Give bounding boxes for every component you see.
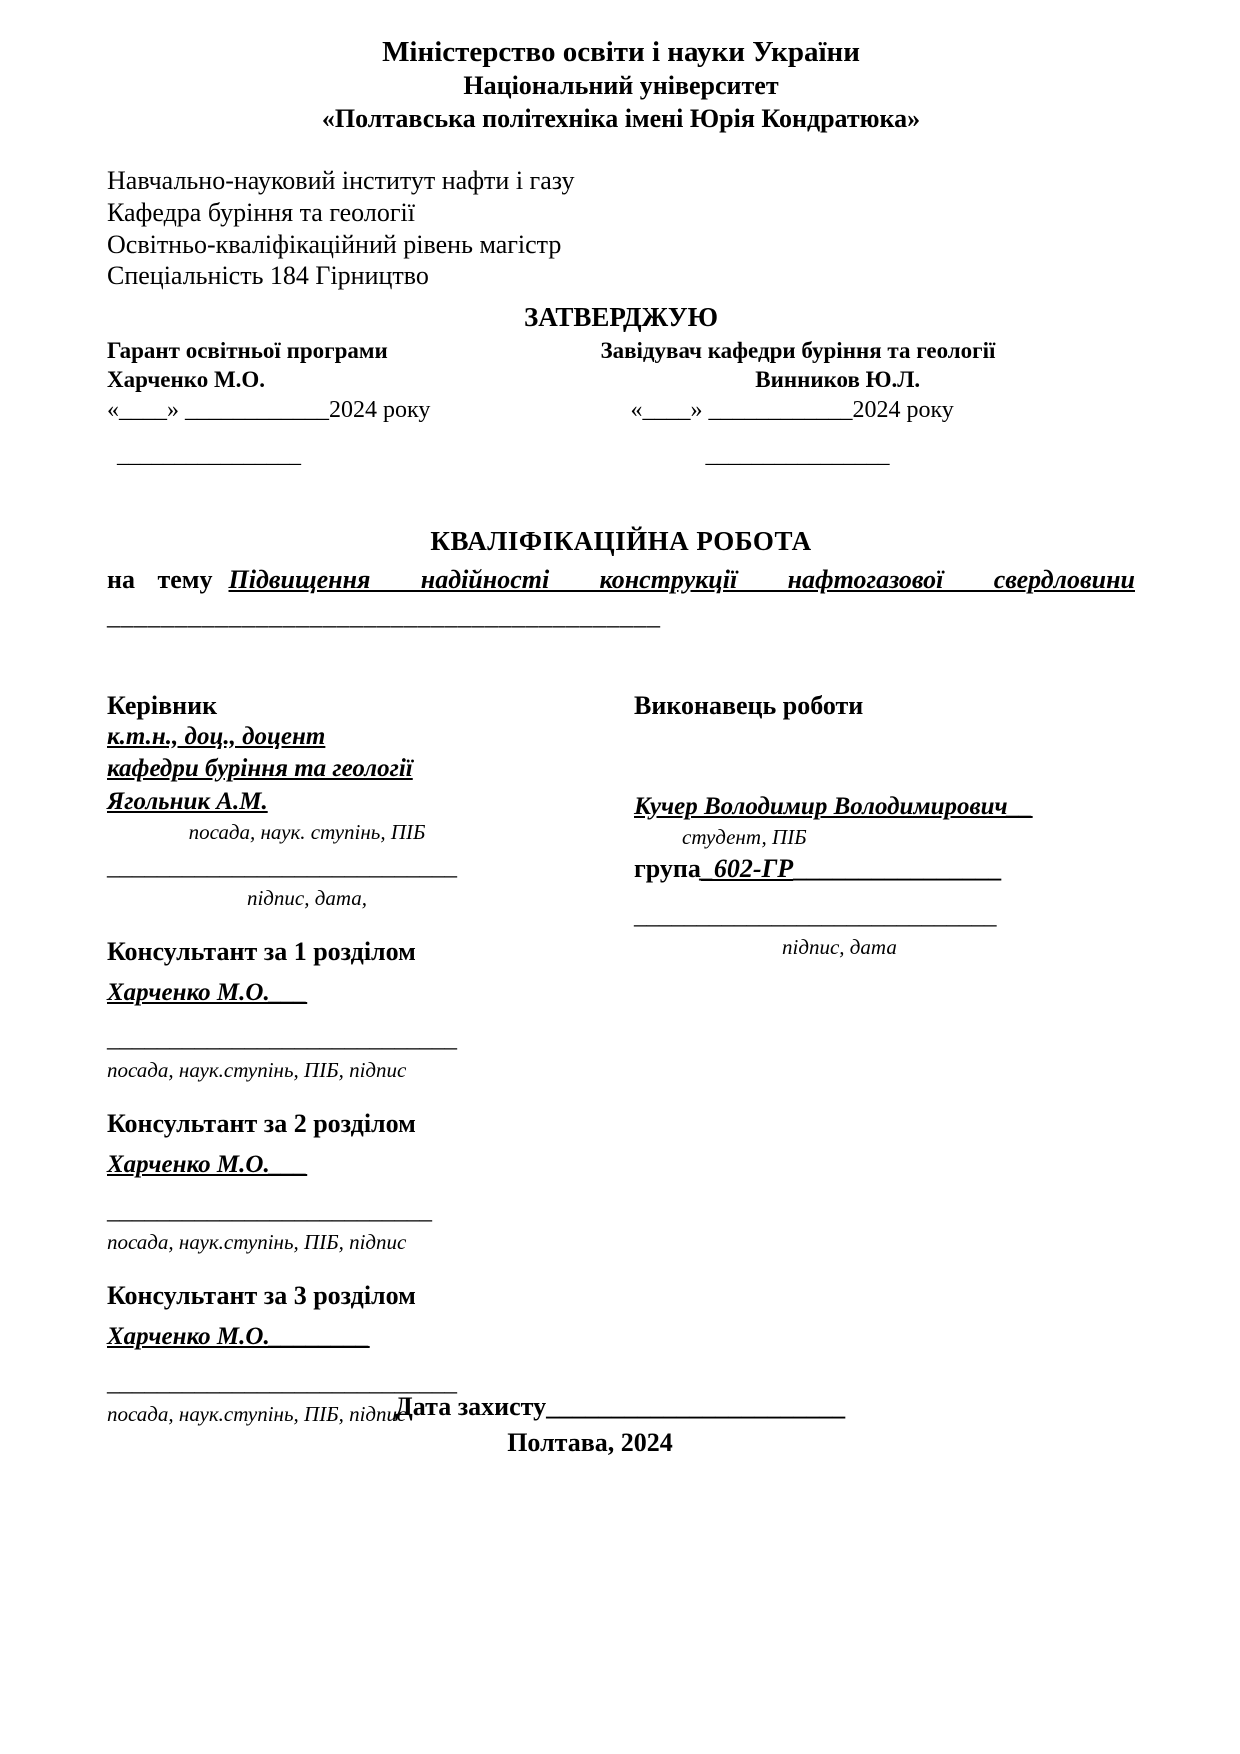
consultant-2-signature-line: __________________________ xyxy=(107,1197,432,1225)
defense-date-label: Дата захисту xyxy=(394,1392,547,1421)
right-column xyxy=(612,691,1135,1427)
approval-right-date-line: «____» ____________2024 року xyxy=(630,396,954,423)
supervisor-position-2: кафедри буріння та геології xyxy=(107,755,413,783)
consultant-1-signature-line: ____________________________ xyxy=(107,1025,457,1053)
approval-left-date-line: «____» ____________2024 року xyxy=(107,396,431,423)
work-heading: КВАЛІФІКАЦІЙНА РОБОТА xyxy=(430,525,812,556)
ministry-title: Міністерство освіти і науки України xyxy=(382,36,860,68)
topic-label: на тему xyxy=(107,564,213,594)
supervisor-position-1: к.т.н., доц., доцент xyxy=(107,722,326,750)
supervisor-name: Ягольник А.М. xyxy=(107,787,268,815)
consultant-3-caption: посада, наук.ступінь, ПІБ, підпис xyxy=(107,1401,407,1426)
info-block xyxy=(107,165,1135,292)
consultant-2-caption: посада, наук.ступінь, ПІБ, підпис xyxy=(107,1229,407,1254)
signatures-columns xyxy=(107,691,1135,1427)
institute-line: Навчально-науковий інститут нафти і газу xyxy=(107,166,575,196)
consultant-block-2 xyxy=(107,1109,612,1255)
consultant-3-heading: Консультант за 3 розділом xyxy=(107,1280,416,1310)
executor-heading: Виконавець роботи xyxy=(634,690,864,720)
executor-signature-line: _____________________________ xyxy=(634,902,997,930)
supervisor-signature-caption: підпис, дата, xyxy=(246,885,368,910)
topic-text: Підвищення надійності конструкції нафтогазової свердловини xyxy=(228,564,1135,594)
consultant-1-heading: Консультант за 1 розділом xyxy=(107,936,416,966)
group-blank-line: ________________ xyxy=(793,854,1002,884)
approval-right-name: Винников Ю.Л. xyxy=(755,366,921,392)
university-name: «Полтавська політехніка імені Юрія Кондратюка» xyxy=(321,103,921,133)
consultant-2-name: Харченко М.О.___ xyxy=(107,1150,308,1178)
approval-right xyxy=(600,337,1135,468)
group-value: _602-ГР xyxy=(700,854,794,884)
left-column xyxy=(107,691,612,1427)
consultant-block-1 xyxy=(107,937,612,1083)
approval-left-role: Гарант освітньої програми xyxy=(107,338,388,364)
supervisor-signature-line: ____________________________ xyxy=(107,853,457,881)
approval-right-role: Завідувач кафедри буріння та геології xyxy=(600,338,996,364)
executor-name-caption: студент, ПІБ xyxy=(682,825,807,850)
supervisor-position-caption: посада, наук. ступінь, ПІБ xyxy=(188,820,426,845)
approval-left-name: Харченко М.О. xyxy=(107,366,266,392)
approval-row xyxy=(107,337,1135,468)
approval-left-signature-line: ________________ xyxy=(117,441,301,467)
specialty-line: Спеціальність 184 Гірництво xyxy=(107,261,429,291)
department-line: Кафедра буріння та геології xyxy=(107,197,415,227)
approve-heading: ЗАТВЕРДЖУЮ xyxy=(523,302,719,333)
header-block xyxy=(107,34,1135,135)
approval-right-signature-line: ________________ xyxy=(705,441,890,467)
level-line: Освітньо-кваліфікаційний рівень магістр xyxy=(107,229,562,259)
supervisor-heading: Керівник xyxy=(107,690,218,720)
group-label: група xyxy=(634,854,701,884)
consultant-3-signature-line: ____________________________ xyxy=(107,1369,457,1397)
approval-left xyxy=(107,337,600,468)
consultant-1-name: Харченко М.О.___ xyxy=(107,978,308,1006)
topic-blank-line: _________________________________________ xyxy=(107,600,661,630)
footer-block xyxy=(0,1392,1240,1458)
executor-group-row xyxy=(634,854,1135,884)
city-year: Полтава, 2024 xyxy=(507,1428,673,1457)
consultant-1-caption: посада, наук.ступінь, ПІБ, підпис xyxy=(107,1057,407,1082)
defense-date-line: _______________________ xyxy=(546,1392,846,1421)
topic-row xyxy=(107,565,1135,595)
executor-signature-caption: підпис, дата xyxy=(782,934,897,959)
executor-name: Кучер Володимир Володимирович__ xyxy=(634,792,1033,820)
defense-date-row xyxy=(0,1392,1240,1422)
consultant-2-heading: Консультант за 2 розділом xyxy=(107,1108,416,1138)
consultant-3-name: Харченко М.О.________ xyxy=(107,1322,370,1350)
university-title: Національний університет xyxy=(463,71,779,101)
